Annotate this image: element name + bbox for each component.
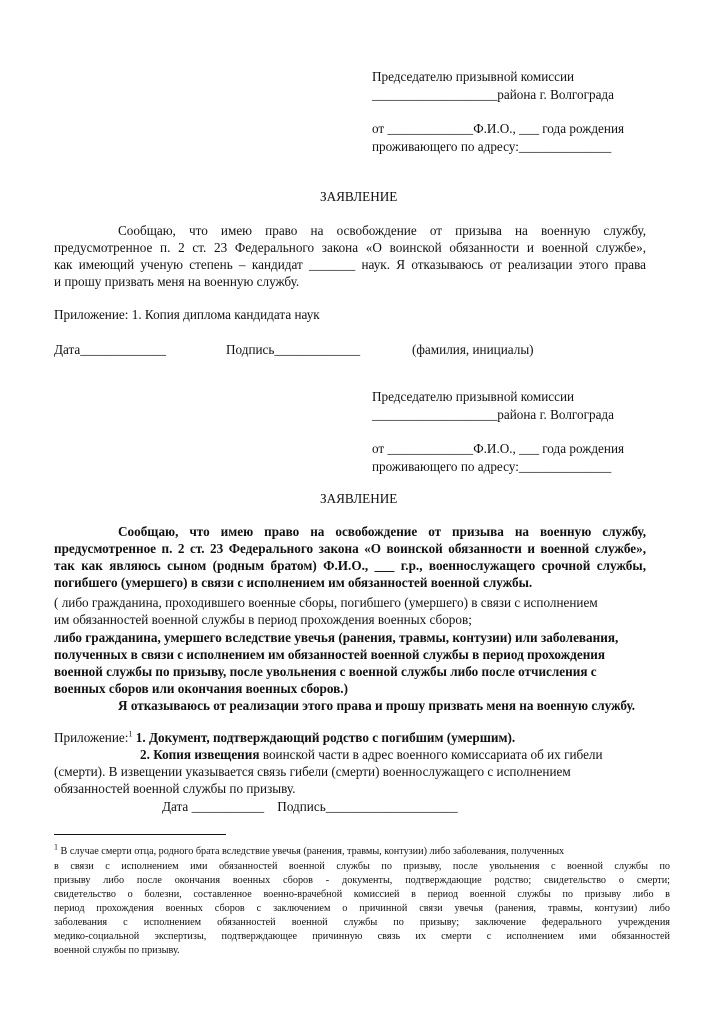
- footnote-line: медико-социальной экспертизы, подтверждающее причинную связь их смерти с исполнением ими обязанностей: [54, 931, 670, 942]
- addressee-line-2: ___________________района г. Волгограда: [372, 87, 614, 102]
- body-line: погибшего (умершего) в связи с исполнением им обязанностей военной службы.: [54, 575, 533, 590]
- attachment-item-1: 1. Документ, подтверждающий родство с погибшим (умершим).: [132, 730, 516, 745]
- body-line: как имеющий ученую степень – кандидат _______ наук. Я отказываюсь от реализации этого права: [54, 257, 646, 272]
- attachment-line: (смерти). В извещении указывается связь гибели (смерти) военнослужащего с исполнением: [54, 764, 571, 779]
- body-line: им обязанностей военной службы в период прохождения военных сборов;: [54, 612, 472, 627]
- date-field: Дата_____________: [54, 342, 167, 357]
- statement-title: ЗАЯВЛЕНИЕ: [320, 491, 398, 506]
- footnote-line: в связи с исполнением ими обязанностей военной службы по призыву, после увольнения с военной службы по: [54, 861, 670, 872]
- body-line: либо гражданина, умершего вследствие увечья (ранения, травмы, контузии) или заболевания,: [54, 630, 619, 645]
- attachment-item-2-rest: воинской части в адрес военного комиссариата об их гибели: [259, 747, 603, 762]
- footnote-line: призыву либо после окончания военных сборов - документы, подтверждающие родство; свидетельство о смерти;: [54, 875, 670, 886]
- body-line: Сообщаю, что имею право на освобождение от призыва на военную службу,: [118, 223, 646, 238]
- attachment-line: Приложение: 1. Копия диплома кандидата наук: [54, 307, 320, 322]
- footnote-line: военной службы по призыву.: [54, 945, 180, 956]
- attachment-line: [54, 729, 515, 746]
- addressee-line-1: Председателю призывной комиссии: [372, 389, 575, 404]
- footnote-line: период прохождения военных сборов с заключением о причинной связи увечья (ранения, травмы, контузии) либо: [54, 903, 670, 914]
- addressee-line-2: ___________________района г. Волгограда: [372, 407, 614, 422]
- footnote-first-line: [54, 842, 565, 859]
- footnote-line: заболевания с исполнением обязанностей военной службы по призыву; заключение федерального учреждения: [54, 917, 670, 928]
- from-line-2: проживающего по адресу:______________: [372, 139, 612, 154]
- footnote-separator: [54, 834, 226, 835]
- body-line: военной службы по призыву, после увольнения с военной службы либо после отчисления с: [54, 664, 597, 679]
- body-line: и прошу призвать меня на военную службу.: [54, 274, 300, 289]
- body-line: предусмотренное п. 2 ст. 23 Федерального закона «О воинской обязанности и военной службе»,: [54, 541, 646, 556]
- from-line-2: проживающего по адресу:______________: [372, 459, 612, 474]
- body-line: Сообщаю, что имею право на освобождение от призыва на военную службу,: [118, 524, 646, 539]
- body-line: полученных в связи с исполнением им обязанностей военной службы в период прохождения: [54, 647, 606, 662]
- addressee-line-1: Председателю призывной комиссии: [372, 69, 575, 84]
- footnote-line: В случае смерти отца, родного брата вследствие увечья (ранения, травмы, контузии) либо заболевания, полученных: [60, 846, 565, 857]
- refusal-line: Я отказываюсь от реализации этого права и прошу призвать меня на военную службу.: [118, 698, 636, 713]
- attachment-item-2-prefix: 2. Копия извещения: [140, 747, 260, 762]
- footnote-mark: 1: [54, 842, 58, 852]
- body-line: предусмотренное п. 2 ст. 23 Федерального закона «О воинской обязанности и военной службе»,: [54, 240, 646, 255]
- attachment-label: Приложение:: [54, 730, 129, 745]
- attachment-line: [140, 746, 603, 763]
- signature-field: Подпись_____________: [226, 342, 361, 357]
- statement-title: ЗАЯВЛЕНИЕ: [320, 189, 398, 204]
- body-line: ( либо гражданина, проходившего военные сборы, погибшего (умершего) в связи с исполнением: [54, 595, 598, 610]
- attachment-line: обязанностей военной службы по призыву.: [54, 781, 296, 796]
- body-line: так как являюсь сыном (родным братом) Ф.И.О., ___ г.р., военнослужащего срочной службы,: [54, 558, 646, 573]
- body-line: военных сборов или окончания военных сборов.): [54, 681, 348, 696]
- name-field: (фамилия, инициалы): [412, 342, 534, 357]
- date-signature-line: Дата ___________ Подпись____________________: [162, 799, 458, 814]
- from-line-1: от _____________Ф.И.О., ___ года рождения: [372, 121, 625, 136]
- from-line-1: от _____________Ф.И.О., ___ года рождения: [372, 441, 625, 456]
- footnote-ref: 1: [128, 729, 133, 739]
- footnote-line: свидетельство о болезни, составленное военно-врачебной комиссией в период военной службы по призыву либо в: [54, 889, 670, 900]
